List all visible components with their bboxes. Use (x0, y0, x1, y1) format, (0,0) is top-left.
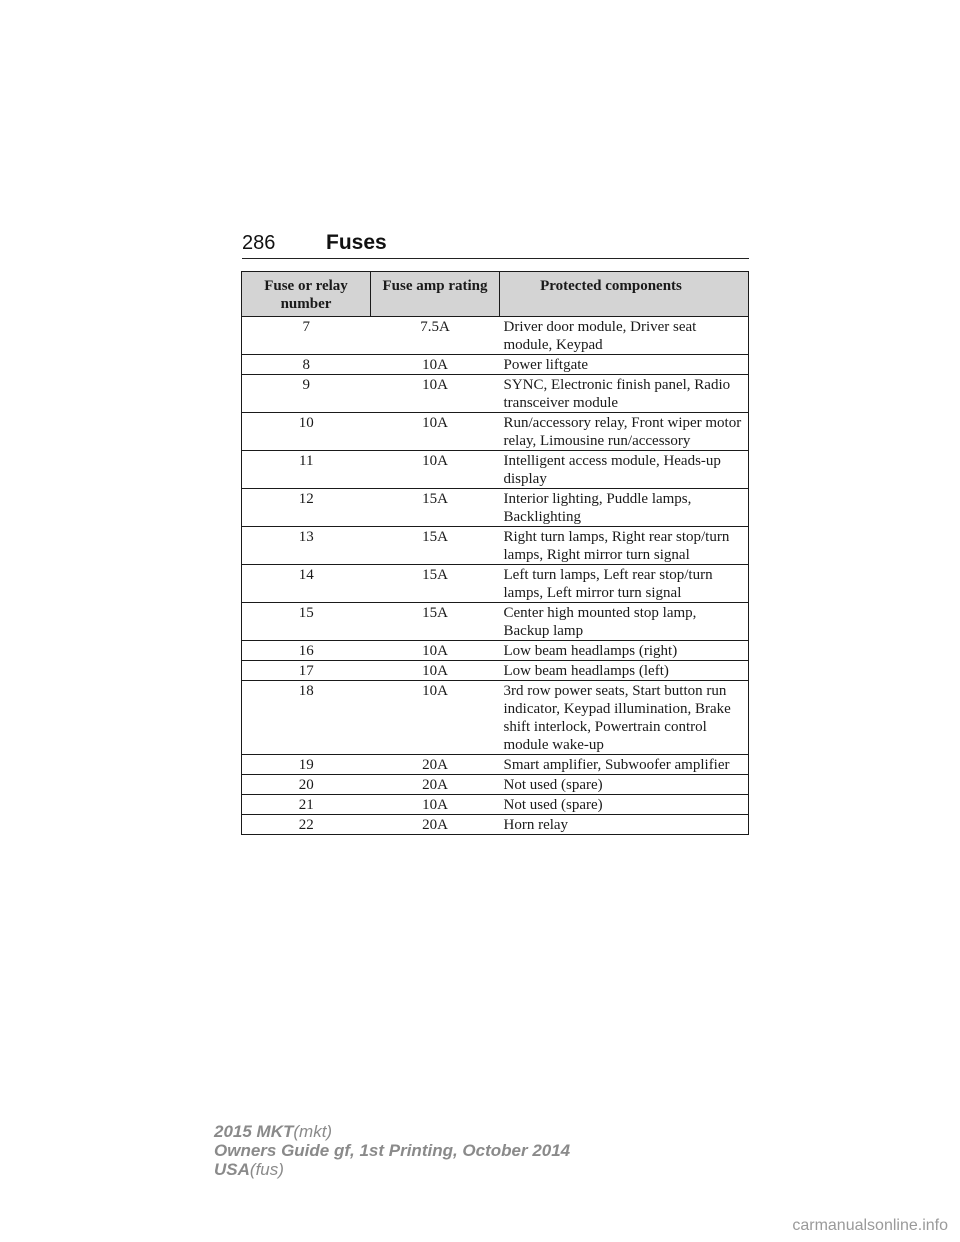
protected-components-cell: Run/accessory relay, Front wiper motor relay, Limousine run/accessory (500, 413, 749, 451)
table-header (242, 272, 749, 317)
fuse-number-cell: 7 (242, 317, 371, 355)
table-header-row (242, 272, 749, 317)
amp-rating-cell: 10A (371, 451, 500, 489)
watermark: carmanualsonline.info (792, 1217, 948, 1234)
table-body (242, 317, 749, 835)
amp-rating-cell: 10A (371, 795, 500, 815)
table-row (242, 375, 749, 413)
table-row (242, 317, 749, 355)
protected-components-cell: SYNC, Electronic finish panel, Radio transceiver module (500, 375, 749, 413)
protected-components-cell: Low beam headlamps (left) (500, 661, 749, 681)
fuse-number-cell: 19 (242, 755, 371, 775)
footer-guide: Owners Guide gf, 1st Printing, October 2014 (214, 1141, 571, 1160)
table-row (242, 355, 749, 375)
fuse-number-cell: 18 (242, 681, 371, 755)
footer (214, 1122, 570, 1179)
table-row (242, 795, 749, 815)
amp-rating-cell: 10A (371, 681, 500, 755)
amp-rating-cell: 20A (371, 815, 500, 835)
amp-rating-cell: 20A (371, 775, 500, 795)
protected-components-cell: 3rd row power seats, Start button run indicator, Keypad illumination, Brake shift interlock, Powertrain control module wake-up (500, 681, 749, 755)
fuse-number-cell: 8 (242, 355, 371, 375)
page-number: 286 (242, 232, 276, 254)
header-amp-rating: Fuse amp rating (371, 272, 500, 317)
amp-rating-cell: 15A (371, 489, 500, 527)
protected-components-cell: Smart amplifier, Subwoofer amplifier (500, 755, 749, 775)
table-row (242, 815, 749, 835)
protected-components-cell: Low beam headlamps (right) (500, 641, 749, 661)
fuse-number-cell: 22 (242, 815, 371, 835)
amp-rating-cell: 10A (371, 641, 500, 661)
fuse-number-cell: 17 (242, 661, 371, 681)
protected-components-cell: Interior lighting, Puddle lamps, Backlighting (500, 489, 749, 527)
table-row (242, 755, 749, 775)
fuse-number-cell: 21 (242, 795, 371, 815)
protected-components-cell: Left turn lamps, Left rear stop/turn lamps, Left mirror turn signal (500, 565, 749, 603)
amp-rating-cell: 20A (371, 755, 500, 775)
amp-rating-cell: 10A (371, 375, 500, 413)
header-protected-components: Protected components (500, 272, 749, 317)
protected-components-cell: Not used (spare) (500, 795, 749, 815)
protected-components-cell: Not used (spare) (500, 775, 749, 795)
footer-market-code: (fus) (249, 1160, 284, 1179)
table-row (242, 661, 749, 681)
fuse-number-cell: 9 (242, 375, 371, 413)
amp-rating-cell: 10A (371, 413, 500, 451)
protected-components-cell: Right turn lamps, Right rear stop/turn lamps, Right mirror turn signal (500, 527, 749, 565)
amp-rating-cell: 10A (371, 355, 500, 375)
amp-rating-cell: 15A (371, 527, 500, 565)
table-row (242, 775, 749, 795)
amp-rating-cell: 15A (371, 565, 500, 603)
protected-components-cell: Driver door module, Driver seat module, Keypad (500, 317, 749, 355)
table-row (242, 641, 749, 661)
header-fuse-number: Fuse or relay number (242, 272, 371, 317)
fuse-number-cell: 15 (242, 603, 371, 641)
fuse-number-cell: 13 (242, 527, 371, 565)
table-row (242, 681, 749, 755)
table-row (242, 603, 749, 641)
fuse-number-cell: 10 (242, 413, 371, 451)
table-row (242, 451, 749, 489)
amp-rating-cell: 10A (371, 661, 500, 681)
table-row (242, 565, 749, 603)
fuse-number-cell: 16 (242, 641, 371, 661)
section-title: Fuses (326, 231, 387, 254)
fuse-number-cell: 11 (242, 451, 371, 489)
footer-market: USA (214, 1160, 250, 1179)
table-row (242, 527, 749, 565)
footer-model: 2015 MKT (214, 1122, 294, 1141)
protected-components-cell: Intelligent access module, Heads-up display (500, 451, 749, 489)
protected-components-cell: Horn relay (500, 815, 749, 835)
page-header (242, 228, 749, 259)
fuse-number-cell: 12 (242, 489, 371, 527)
table-row (242, 413, 749, 451)
fuse-number-cell: 14 (242, 565, 371, 603)
footer-line-market (214, 1160, 570, 1179)
footer-model-code: (mkt) (293, 1122, 333, 1141)
fuse-number-cell: 20 (242, 775, 371, 795)
protected-components-cell: Center high mounted stop lamp, Backup lamp (500, 603, 749, 641)
amp-rating-cell: 7.5A (371, 317, 500, 355)
protected-components-cell: Power liftgate (500, 355, 749, 375)
table-row (242, 489, 749, 527)
footer-line-model (214, 1122, 570, 1141)
amp-rating-cell: 15A (371, 603, 500, 641)
fuse-table (241, 271, 749, 835)
